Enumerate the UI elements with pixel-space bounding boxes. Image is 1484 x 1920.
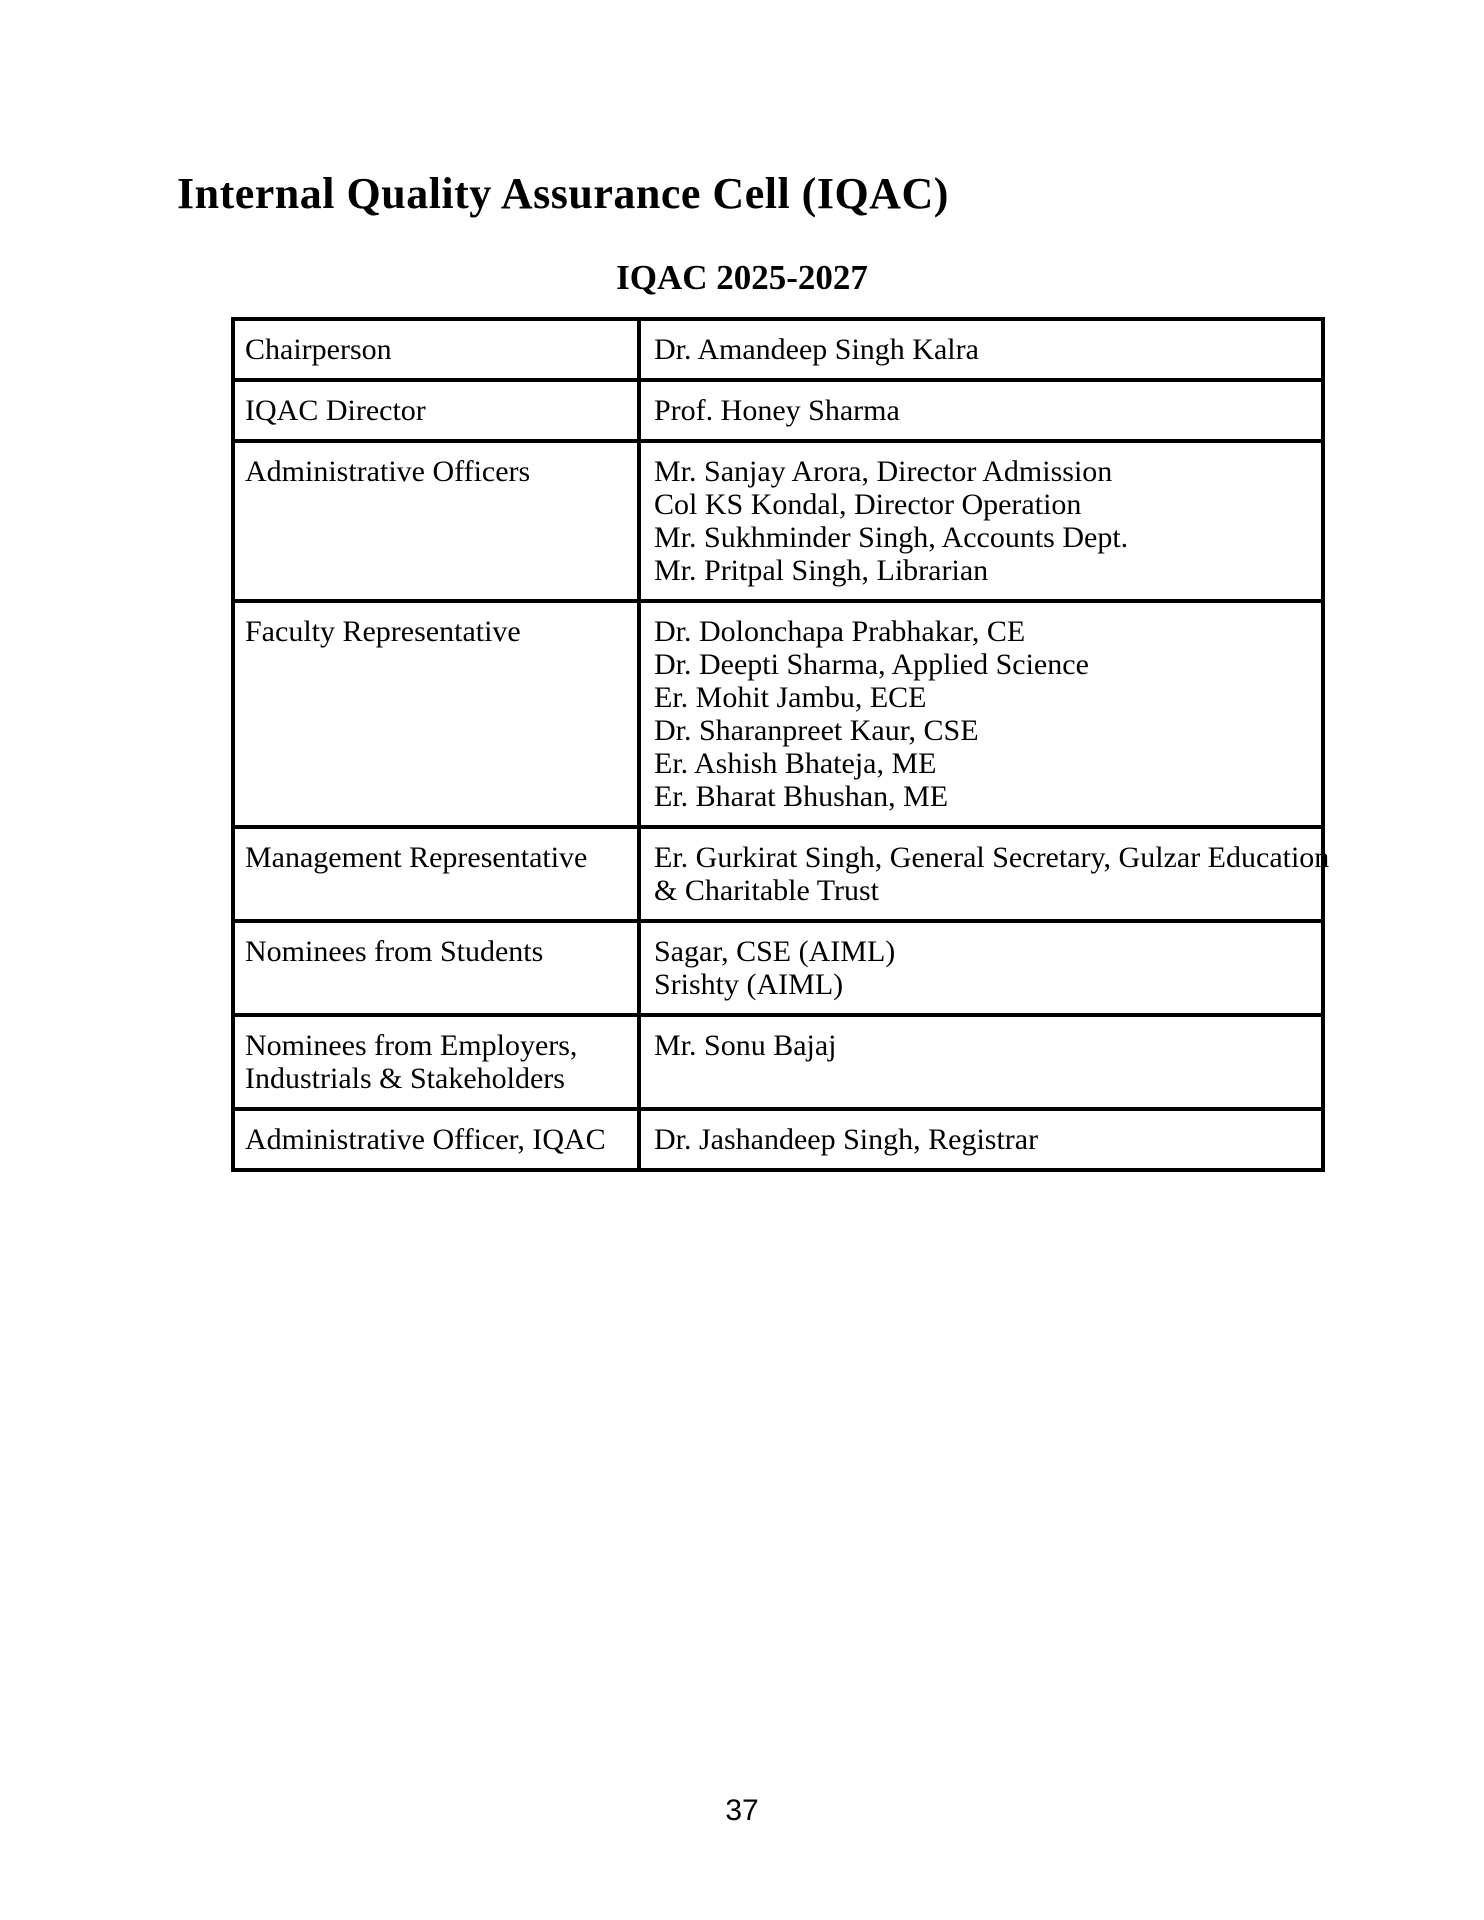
text-line: Industrials & Stakeholders xyxy=(245,1062,565,1095)
text-line: Srishty (AIML) xyxy=(654,968,844,1001)
cell-label xyxy=(233,441,639,601)
text-line: Mr. Sukhminder Singh, Accounts Dept. xyxy=(654,521,1129,554)
text-line: Dr. Dolonchapa Prabhakar, CE xyxy=(654,615,1026,648)
text-line: Mr. Sonu Bajaj xyxy=(654,1029,837,1062)
cell-value xyxy=(639,1109,1323,1170)
iqac-table-body xyxy=(233,319,1330,1170)
text-line: Er. Gurkirat Singh, General Secretary, Gulzar Education xyxy=(654,841,1330,874)
table-row xyxy=(233,319,1323,380)
table-row xyxy=(233,921,1323,1015)
table-row xyxy=(233,827,1323,921)
cell-value xyxy=(639,921,1323,1015)
text-line: Faculty Representative xyxy=(245,615,521,648)
cell-value xyxy=(639,380,1323,441)
cell-value xyxy=(639,827,1330,921)
cell-label xyxy=(233,380,639,441)
text-line: Dr. Deepti Sharma, Applied Science xyxy=(654,648,1089,681)
cell-value xyxy=(639,441,1323,601)
text-line: Chairperson xyxy=(245,333,392,366)
text-line: Col KS Kondal, Director Operation xyxy=(654,488,1082,521)
cell-value xyxy=(639,601,1323,827)
cell-label xyxy=(233,1015,639,1109)
text-line: IQAC Director xyxy=(245,394,426,427)
table-row xyxy=(233,380,1323,441)
page-number: 37 xyxy=(725,1794,759,1827)
text-line: Er. Mohit Jambu, ECE xyxy=(654,681,927,714)
table-row xyxy=(233,601,1323,827)
text-line: Er. Ashish Bhateja, ME xyxy=(654,747,937,780)
table-row xyxy=(233,1015,1323,1109)
text-line: Prof. Honey Sharma xyxy=(654,394,900,427)
text-line: Dr. Jashandeep Singh, Registrar xyxy=(654,1123,1039,1156)
cell-value xyxy=(639,1015,1323,1109)
cell-label xyxy=(233,1109,639,1170)
cell-label xyxy=(233,319,639,380)
text-line: Sagar, CSE (AIML) xyxy=(654,935,896,968)
page-title: Internal Quality Assurance Cell (IQAC) xyxy=(177,169,949,218)
text-line: Management Representative xyxy=(245,841,588,874)
text-line: Mr. Sanjay Arora, Director Admission xyxy=(654,455,1113,488)
text-line: Nominees from Employers, xyxy=(245,1029,578,1062)
text-line: Er. Bharat Bhushan, ME xyxy=(654,780,949,813)
text-line: Dr. Amandeep Singh Kalra xyxy=(654,333,979,366)
text-line: Administrative Officer, IQAC xyxy=(245,1123,606,1156)
cell-label xyxy=(233,921,639,1015)
table-row xyxy=(233,441,1323,601)
text-line: Administrative Officers xyxy=(245,455,531,488)
text-line: Mr. Pritpal Singh, Librarian xyxy=(654,554,989,587)
table-caption: IQAC 2025-2027 xyxy=(616,258,868,297)
table-row xyxy=(233,1109,1323,1170)
text-line: Dr. Sharanpreet Kaur, CSE xyxy=(654,714,979,747)
cell-label xyxy=(233,827,639,921)
cell-value xyxy=(639,319,1323,380)
text-line: & Charitable Trust xyxy=(654,874,880,907)
text-line: Nominees from Students xyxy=(245,935,544,968)
cell-label xyxy=(233,601,639,827)
iqac-table xyxy=(231,317,1330,1172)
